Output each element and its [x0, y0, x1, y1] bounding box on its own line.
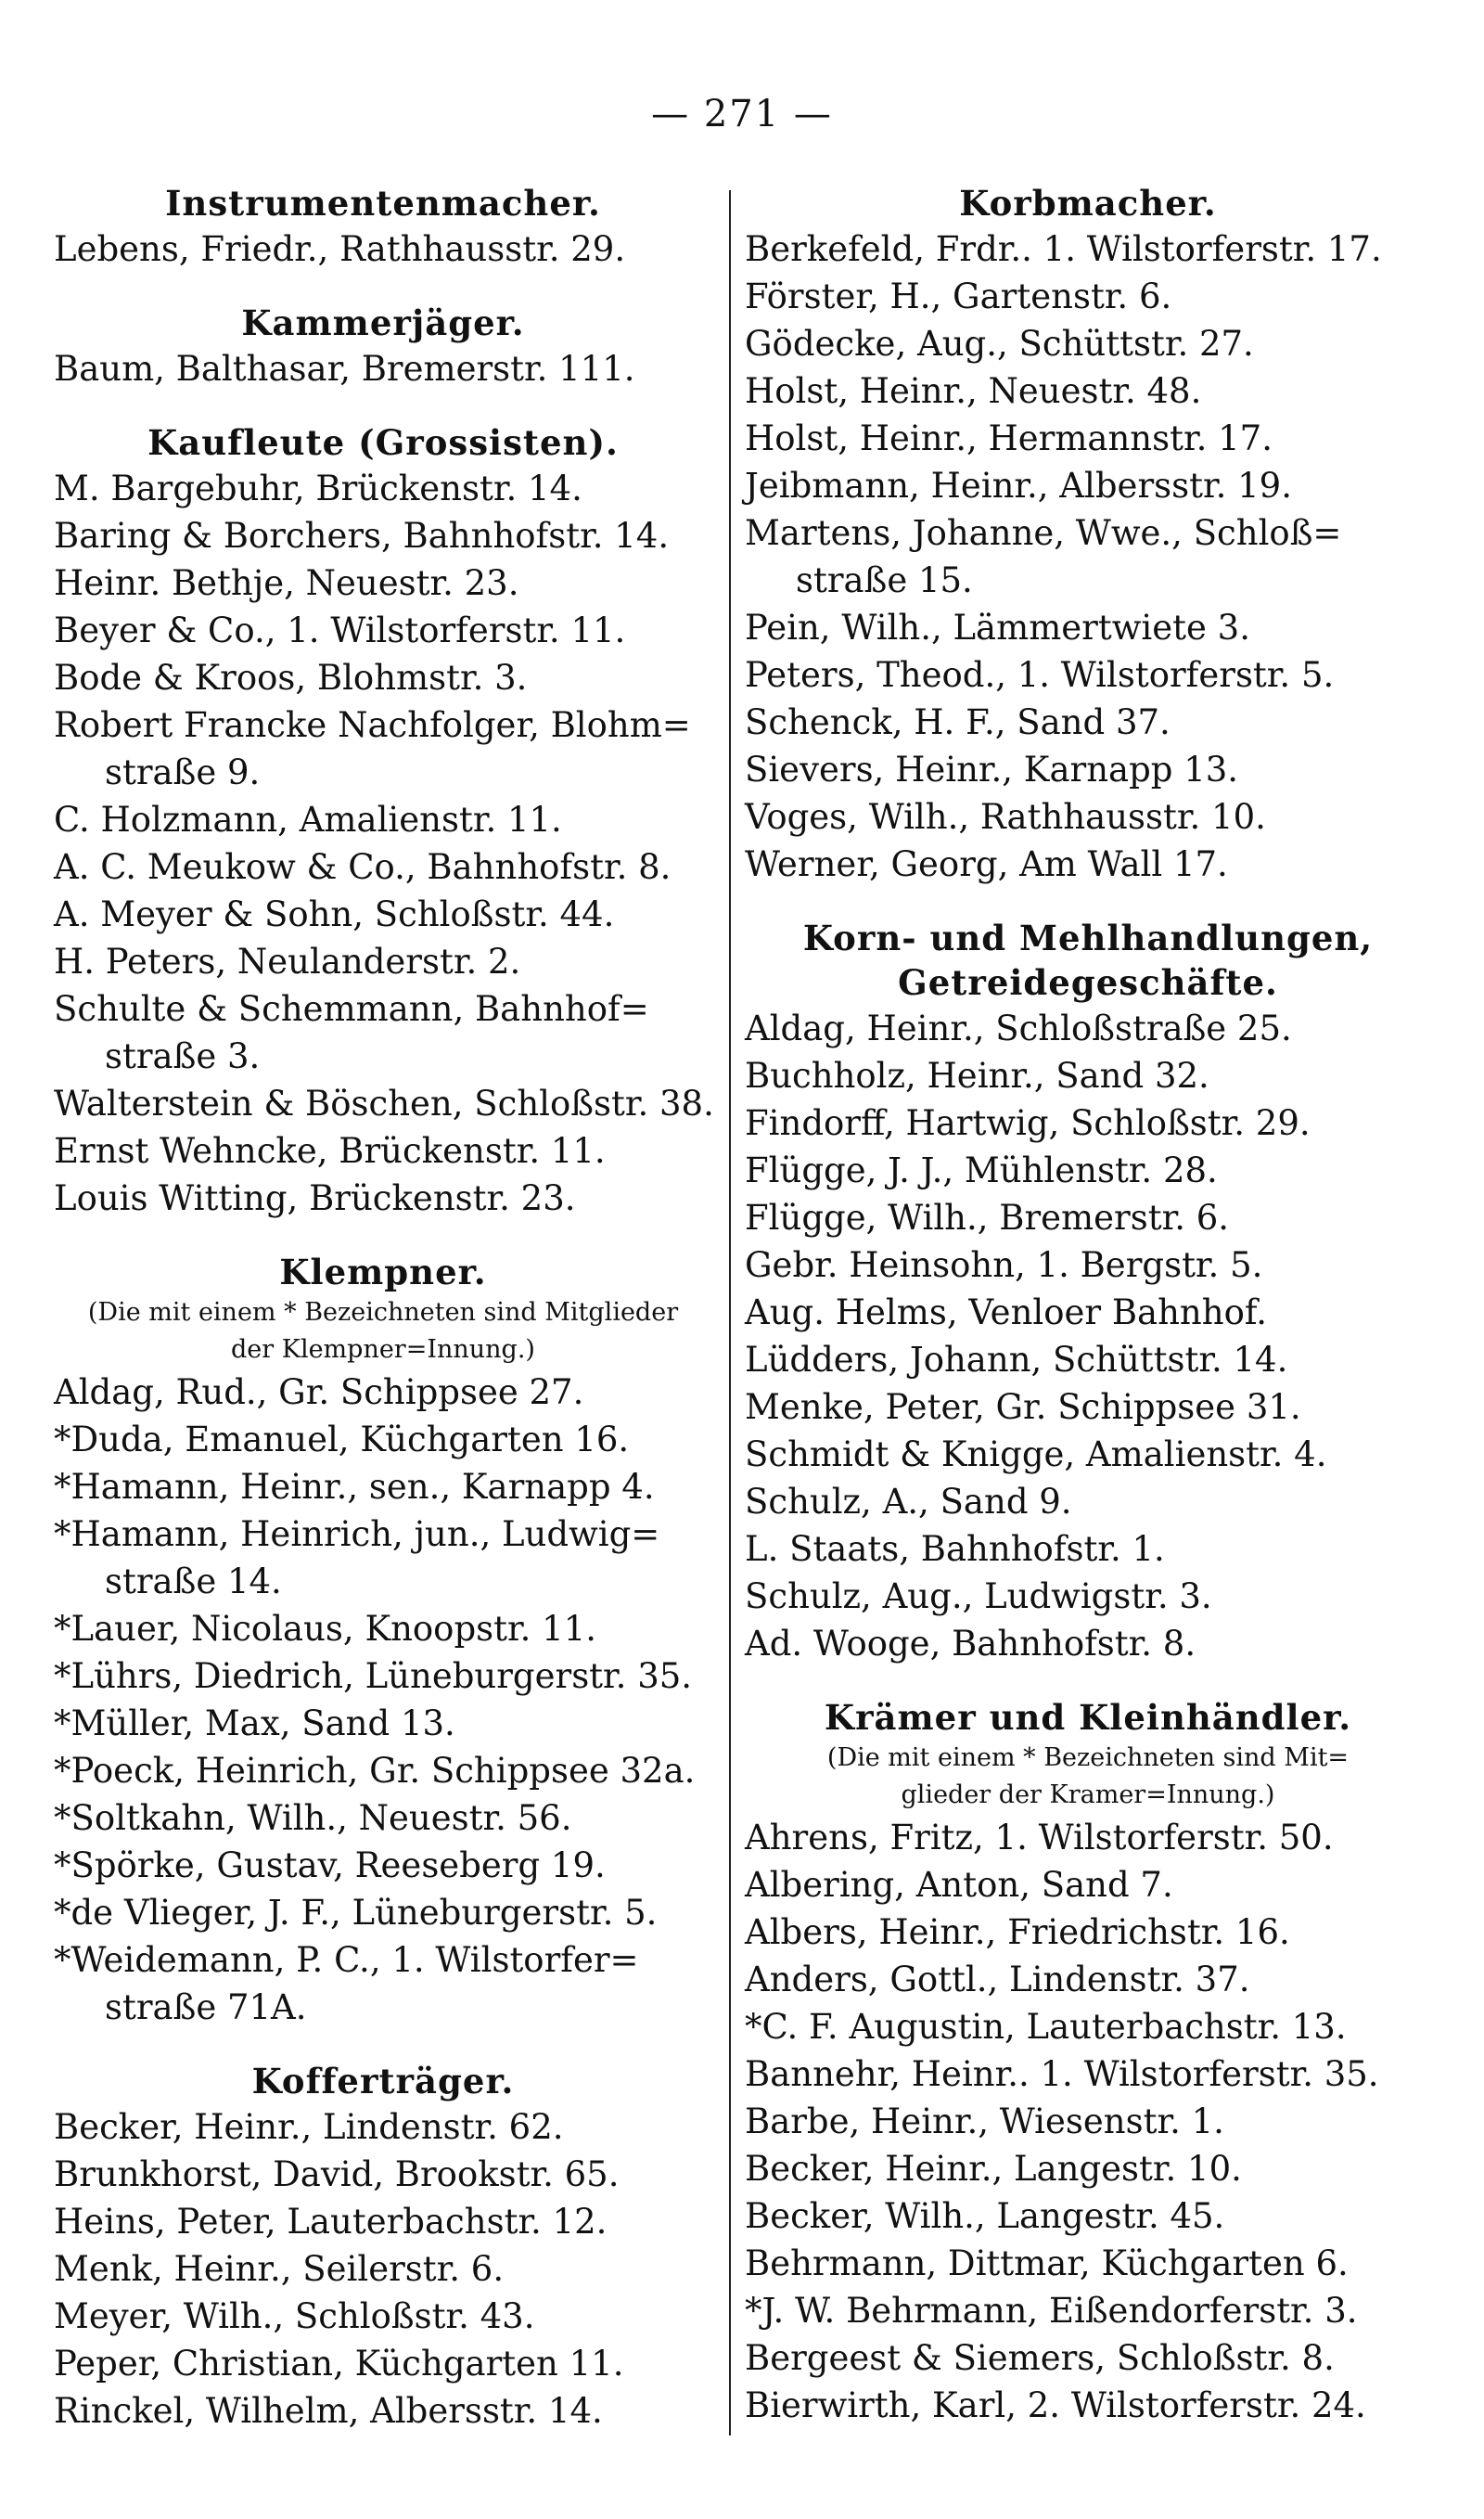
directory-entry: Aldag, Heinr., Schloßstraße 25. [745, 1009, 1292, 1048]
directory-entry: Förster, H., Gartenstr. 6. [745, 276, 1172, 316]
directory-section [54, 181, 712, 273]
directory-entry: Walterstein & Böschen, Schloßstr. 38. [54, 1084, 714, 1124]
section-heading: Instrumentenmacher. [165, 183, 601, 224]
directory-entry: C. Holzmann, Amalienstr. 11. [54, 800, 562, 840]
directory-entry: Heins, Peter, Lauterbachstr. 12. [54, 2202, 608, 2242]
directory-entry: Albering, Anton, Sand 7. [745, 1865, 1173, 1905]
directory-entry: *Weidemann, P. C., 1. Wilstorfer= [54, 1940, 639, 1980]
section-heading: Kaufleute (Grossisten). [147, 422, 619, 463]
section-heading: Klempner. [279, 1252, 487, 1292]
column-divider [729, 190, 731, 2435]
directory-entry: straße 14. [105, 1562, 282, 1601]
directory-section [745, 1695, 1431, 2429]
directory-entry: Berkefeld, Frdr.. 1. Wilstorferstr. 17. [745, 229, 1382, 269]
directory-entry: Pein, Wilh., Lämmertwiete 3. [745, 608, 1250, 648]
directory-entry: Becker, Heinr., Langestr. 10. [745, 2149, 1242, 2189]
directory-entry: Holst, Heinr., Hermannstr. 17. [745, 418, 1273, 458]
directory-entry: *Lührs, Diedrich, Lüneburgerstr. 35. [54, 1656, 693, 1696]
directory-entry: Robert Francke Nachfolger, Blohm= [54, 705, 691, 745]
directory-section [745, 916, 1431, 1667]
directory-entry: Louis Witting, Brückenstr. 23. [54, 1178, 576, 1218]
directory-section [54, 420, 712, 1222]
directory-entry: Aldag, Rud., Gr. Schippsee 27. [54, 1372, 584, 1412]
directory-entry: Holst, Heinr., Neuestr. 48. [745, 371, 1202, 411]
directory-entry: Beyer & Co., 1. Wilstorferstr. 11. [54, 610, 626, 650]
page-number: — 271 — [651, 93, 833, 135]
directory-entry: H. Peters, Neulanderstr. 2. [54, 942, 521, 982]
section-heading: Kammerjäger. [241, 302, 525, 343]
directory-entry: Ad. Wooge, Bahnhofstr. 8. [745, 1624, 1196, 1664]
directory-entry: Becker, Wilh., Langestr. 45. [745, 2196, 1225, 2236]
directory-entry: Schulz, A., Sand 9. [745, 1482, 1072, 1522]
directory-entry: Schenck, H. F., Sand 37. [745, 702, 1171, 742]
section-heading: Korn- und Mehlhandlungen, [802, 918, 1374, 958]
directory-entry: Baum, Balthasar, Bremerstr. 111. [54, 349, 635, 389]
directory-section [54, 1250, 712, 2031]
directory-entry: Ahrens, Fritz, 1. Wilstorferstr. 50. [745, 1818, 1334, 1857]
directory-entry: Peters, Theod., 1. Wilstorferstr. 5. [745, 655, 1335, 695]
directory-entry: Martens, Johanne, Wwe., Schloß= [745, 513, 1342, 553]
directory-section [54, 2059, 712, 2435]
directory-entry: Bierwirth, Karl, 2. Wilstorferstr. 24. [745, 2385, 1366, 2425]
section-note: (Die mit einem * Bezeichneten sind Mitglieder [87, 1298, 679, 1327]
directory-entry: *Hamann, Heinrich, jun., Ludwig= [54, 1514, 660, 1554]
directory-entry: Anders, Gottl., Lindenstr. 37. [745, 1960, 1250, 1999]
directory-entry: A. C. Meukow & Co., Bahnhofstr. 8. [54, 847, 672, 887]
directory-entry: Ernst Wehncke, Brückenstr. 11. [54, 1131, 606, 1171]
left-column [54, 181, 712, 2435]
directory-entry: Schmidt & Knigge, Amalienstr. 4. [745, 1434, 1327, 1474]
directory-entry: Rinckel, Wilhelm, Albersstr. 14. [54, 2391, 603, 2431]
section-note: glieder der Kramer=Innung.) [901, 1780, 1275, 1809]
directory-section [745, 181, 1431, 888]
directory-entry: straße 71A. [105, 1987, 307, 2027]
section-note: der Klempner=Innung.) [231, 1335, 535, 1364]
directory-entry: *Soltkahn, Wilh., Neuestr. 56. [54, 1798, 572, 1838]
directory-entry: Werner, Georg, Am Wall 17. [745, 844, 1228, 884]
directory-entry: straße 3. [105, 1036, 261, 1076]
directory-entry: A. Meyer & Sohn, Schloßstr. 44. [54, 894, 615, 934]
directory-entry: *Duda, Emanuel, Küchgarten 16. [54, 1420, 630, 1459]
directory-entry: Jeibmann, Heinr., Albersstr. 19. [745, 466, 1292, 506]
directory-entry: *Poeck, Heinrich, Gr. Schippsee 32a. [54, 1751, 696, 1791]
directory-entry: Findorff, Hartwig, Schloßstr. 29. [745, 1103, 1311, 1143]
directory-entry: *de Vlieger, J. F., Lüneburgerstr. 5. [54, 1893, 658, 1933]
directory-entry: *Lauer, Nicolaus, Knoopstr. 11. [54, 1609, 596, 1649]
directory-entry: *Hamann, Heinr., sen., Karnapp 4. [54, 1467, 655, 1507]
directory-entry: Bannehr, Heinr.. 1. Wilstorferstr. 35. [745, 2054, 1379, 2094]
directory-entry: L. Staats, Bahnhofstr. 1. [745, 1529, 1165, 1569]
directory-entry: M. Bargebuhr, Brückenstr. 14. [54, 469, 582, 508]
directory-entry: Menk, Heinr., Seilerstr. 6. [54, 2249, 505, 2289]
directory-entry: Bergeest & Siemers, Schloßstr. 8. [745, 2338, 1335, 2378]
directory-entry: Flügge, J. J., Mühlenstr. 28. [745, 1150, 1218, 1190]
directory-entry: Aug. Helms, Venloer Bahnhof. [745, 1292, 1268, 1332]
directory-entry: Brunkhorst, David, Brookstr. 65. [54, 2154, 620, 2194]
directory-entry: Meyer, Wilh., Schloßstr. 43. [54, 2296, 535, 2336]
directory-entry: Menke, Peter, Gr. Schippsee 31. [745, 1387, 1301, 1427]
directory-entry: Sievers, Heinr., Karnapp 13. [745, 750, 1239, 790]
directory-entry: *C. F. Augustin, Lauterbachstr. 13. [745, 2007, 1347, 2047]
directory-entry: Gödecke, Aug., Schüttstr. 27. [745, 324, 1254, 364]
directory-entry: Lebens, Friedr., Rathhausstr. 29. [54, 229, 626, 269]
directory-entry: Flügge, Wilh., Bremerstr. 6. [745, 1198, 1230, 1238]
directory-entry: Schulz, Aug., Ludwigstr. 3. [745, 1576, 1212, 1616]
directory-entry: *Spörke, Gustav, Reeseberg 19. [54, 1845, 606, 1885]
directory-entry: Albers, Heinr., Friedrichstr. 16. [745, 1912, 1290, 1952]
right-column [745, 181, 1431, 2429]
directory-entry: Barbe, Heinr., Wiesenstr. 1. [745, 2101, 1224, 2141]
directory-entry: Baring & Borchers, Bahnhofstr. 14. [54, 516, 670, 556]
directory-entry: Lüdders, Johann, Schüttstr. 14. [745, 1340, 1288, 1380]
section-heading: Korbmacher. [959, 183, 1217, 224]
directory-entry: Buchholz, Heinr., Sand 32. [745, 1056, 1209, 1096]
directory-entry: straße 9. [105, 752, 261, 792]
directory-entry: Peper, Christian, Küchgarten 11. [54, 2344, 624, 2384]
section-heading: Kofferträger. [251, 2061, 515, 2101]
directory-entry: *J. W. Behrmann, Eißendorferstr. 3. [745, 2291, 1358, 2331]
directory-entry: Bode & Kroos, Blohmstr. 3. [54, 658, 528, 698]
section-heading: Krämer und Kleinhändler. [824, 1697, 1352, 1738]
directory-entry: *Müller, Max, Sand 13. [54, 1703, 455, 1743]
directory-entry: Schulte & Schemmann, Bahnhof= [54, 989, 649, 1029]
directory-entry: Becker, Heinr., Lindenstr. 62. [54, 2107, 564, 2147]
directory-entry: Behrmann, Dittmar, Küchgarten 6. [745, 2243, 1349, 2283]
directory-entry: Heinr. Bethje, Neuestr. 23. [54, 563, 519, 603]
directory-section [54, 301, 712, 392]
directory-entry: straße 15. [796, 560, 973, 600]
directory-entry: Voges, Wilh., Rathhausstr. 10. [745, 797, 1266, 837]
section-note: (Die mit einem * Bezeichneten sind Mit= [826, 1743, 1350, 1772]
section-heading-line2: Getreidegeschäfte. [898, 962, 1278, 1003]
directory-entry: Gebr. Heinsohn, 1. Bergstr. 5. [745, 1245, 1263, 1285]
